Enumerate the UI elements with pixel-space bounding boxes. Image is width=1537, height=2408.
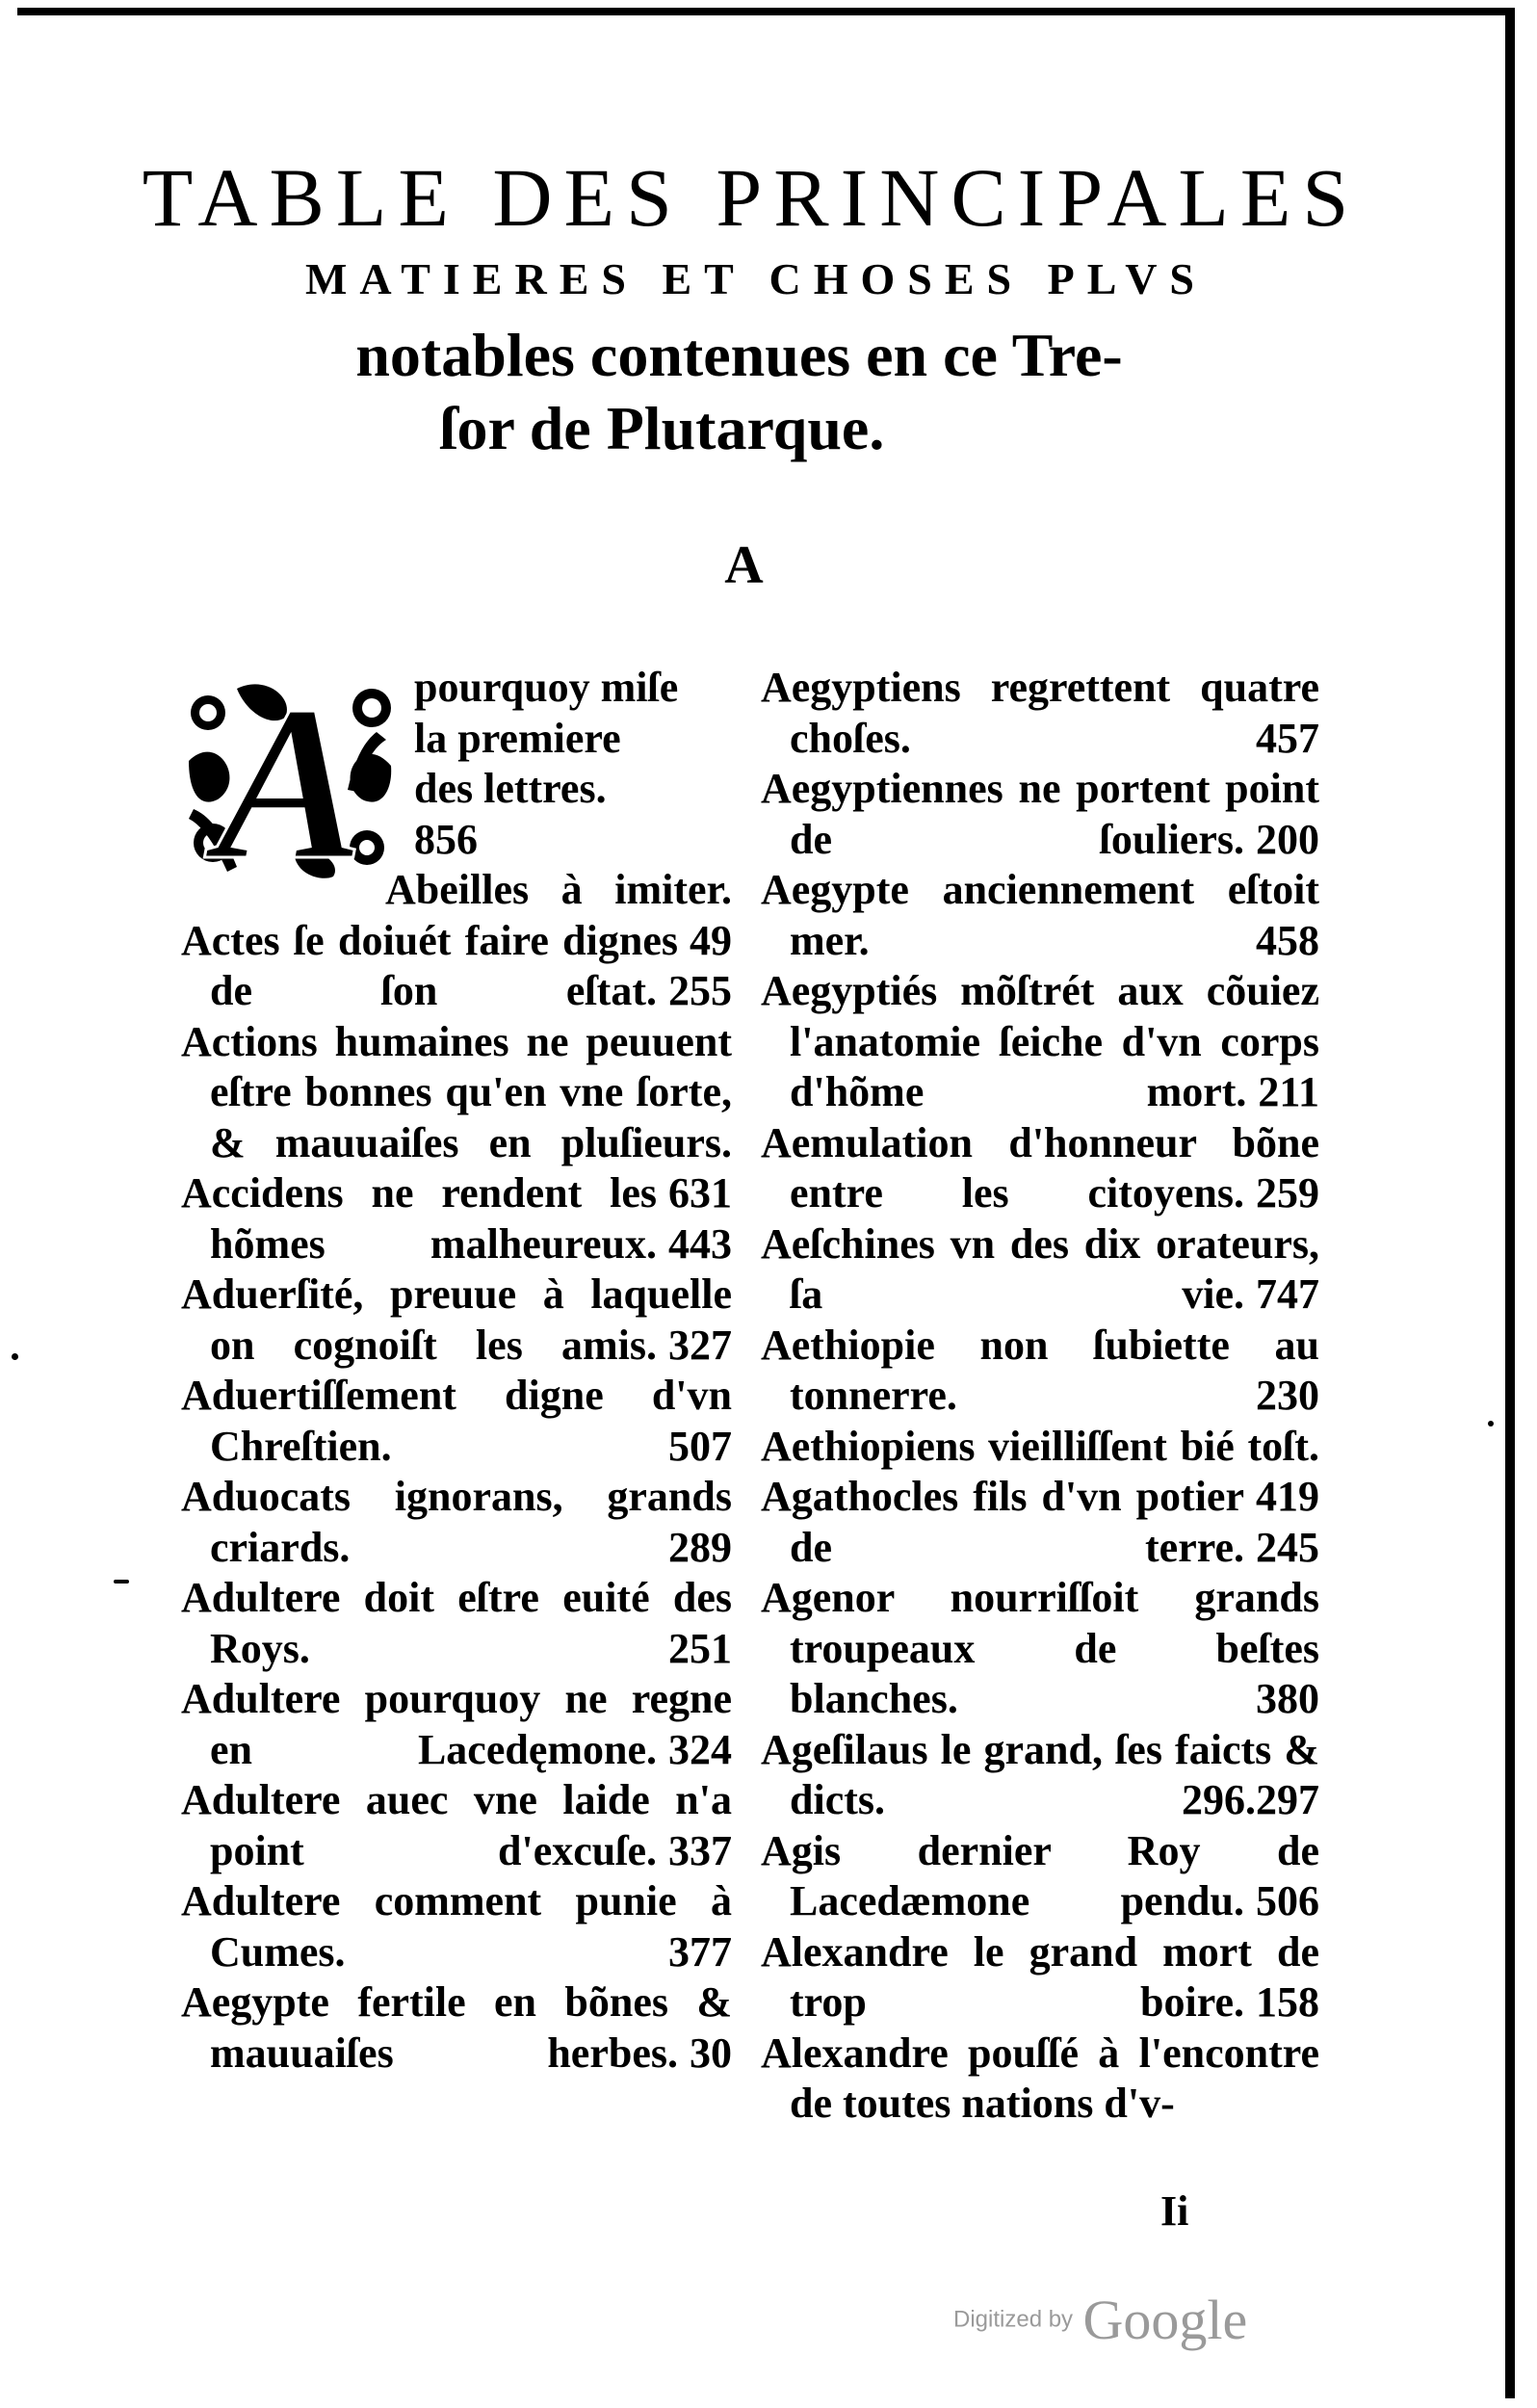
entry-text: Adultere auec vne laide n'a point d'excuſe.: [181, 1776, 732, 1874]
entry-text: Aethiopiens vieilliſſent bié toſt.: [761, 1422, 1319, 1470]
dropcap-letter: A: [216, 674, 364, 881]
page-number: 245: [1256, 1523, 1319, 1571]
digitized-watermark: [953, 2288, 1247, 2352]
index-entry: [761, 1219, 1319, 1321]
page-number: 289: [668, 1523, 732, 1571]
page-number: 443: [668, 1219, 732, 1268]
entry-text: Agathocles fils d'vn potier de terre.: [761, 1473, 1244, 1571]
page-number: 747: [1256, 1270, 1319, 1318]
entry-text: Aegyptiés mõſtrét aux cõuiez l'anatomie ſeiche d'vn corps d'hõme mort.: [761, 967, 1319, 1115]
title-line-2: MATIERES ET CHOSES PLVS: [305, 254, 1207, 303]
index-entry: [181, 1775, 732, 1876]
entry-text: Aeſchines vn des dix orateurs, ſa vie.: [761, 1219, 1319, 1318]
entry-text: Adultere comment punie à Cumes.: [181, 1877, 732, 1976]
page-number: 856: [414, 815, 478, 863]
entry-text: Aduerſité, preuue à laquelle on cognoiſt les amis.: [181, 1270, 732, 1369]
entry-text: Ageſilaus le grand, ſes faicts & dicts.: [761, 1725, 1319, 1823]
index-entry: [181, 1269, 732, 1371]
page-number: 327: [668, 1321, 732, 1369]
page-number: 380: [1256, 1675, 1319, 1722]
index-entry: [181, 1017, 732, 1217]
page-number: 259: [1256, 1169, 1319, 1217]
page-number: 211: [1258, 1068, 1319, 1115]
index-entry: [181, 1876, 732, 1977]
page-number: 30: [690, 2028, 732, 2077]
entry-text: Aegyptiennes ne portent point de ſouliers.: [761, 765, 1319, 863]
page-number: 457: [1256, 714, 1319, 762]
entry-text: Aegyptiens regrettent quatre choſes.: [761, 664, 1319, 762]
entry-line: pourquoy miſe: [414, 664, 679, 711]
index-entry: [181, 663, 732, 881]
watermark-prefix: Digitized by: [953, 2306, 1074, 2333]
index-entry: [181, 1168, 732, 1269]
title-line-3: notables contenues en ce Tre-: [355, 321, 1123, 389]
page-number: 507: [668, 1422, 732, 1470]
index-column-right: [761, 663, 1319, 2130]
title-line-4: ſor de Plutarque.: [439, 394, 885, 462]
page-number: 377: [668, 1927, 732, 1976]
scan-speck: [114, 1580, 129, 1584]
page-number: 200: [1256, 815, 1319, 863]
index-column-left: [181, 663, 732, 2079]
index-entry: [761, 865, 1319, 966]
index-entry: [761, 1725, 1319, 1826]
index-entry: [761, 1573, 1319, 1725]
index-entry: [761, 1321, 1319, 1422]
page-number: 458: [1256, 916, 1319, 964]
watermark-brand: Google: [1082, 2289, 1248, 2351]
entry-text: Abeilles à imiter.: [385, 866, 732, 913]
entry-line: la premiere: [414, 714, 621, 762]
entry-text: Aegypte anciennement eſtoit mer.: [761, 866, 1319, 964]
title-line-1: TABLE DES PRINCIPALES: [142, 151, 1361, 244]
ornamental-dropcap-icon: [179, 674, 401, 881]
index-entry: [761, 1927, 1319, 2028]
index-entry: [761, 764, 1319, 865]
page-number: 49: [690, 916, 732, 964]
index-entry: [761, 1472, 1319, 1573]
page-number: 296.297: [1182, 1776, 1319, 1823]
entry-text: Alexandre le grand mort de trop boire.: [761, 1927, 1319, 2026]
index-entry: [761, 1118, 1319, 1219]
scan-speck: [1488, 1421, 1494, 1426]
entry-text: Adultere pourquoy ne regne en Lacedęmone.: [181, 1675, 732, 1773]
entry-text: Adultere doit eſtre euité des Roys.: [181, 1574, 732, 1672]
entry-text: Aduocats ignorans, grands criards.: [181, 1473, 732, 1571]
page-number: 337: [668, 1826, 732, 1874]
index-entry: [761, 663, 1319, 764]
index-entry: [181, 1674, 732, 1775]
index-entry: [761, 1826, 1319, 1927]
index-entry: [761, 1422, 1319, 1520]
entry-text: Alexandre pouſſé à l'encontre de toutes nations d'v-: [761, 2028, 1319, 2127]
page-number: 251: [668, 1624, 732, 1672]
index-entry: [181, 1371, 732, 1472]
index-entry: [181, 916, 732, 1017]
index-entry: [181, 1977, 732, 2079]
entry-text: Agis dernier Roy de Lacedæmone pendu.: [761, 1826, 1319, 1924]
page-number: 506: [1256, 1877, 1319, 1924]
page-number: 158: [1256, 1978, 1319, 2026]
entry-text: Aethiopie non ſubiette au tonnerre.: [761, 1321, 1319, 1419]
entry-text: Aduertiſſement digne d'vn Chreſtien.: [181, 1372, 732, 1470]
index-entry: [761, 966, 1319, 1118]
entry-line: des lettres.: [414, 765, 607, 812]
scan-speck: [12, 1353, 18, 1360]
page-number: 324: [668, 1725, 732, 1773]
section-letter: A: [724, 536, 764, 595]
entry-text: Agenor nourriſſoit grands troupeaux de beſtes blanches.: [761, 1574, 1319, 1722]
entry-text: Accidens ne rendent les hõmes malheureux.: [181, 1169, 657, 1268]
entry-text: Aegypte fertile en bõnes & mauuaiſes herbes.: [181, 1978, 732, 2077]
signature-mark: Ii: [1160, 2187, 1189, 2235]
index-entry: [181, 1573, 732, 1674]
entry-text: Actions humaines ne peuuent eſtre bonnes qu'en vne ſorte, & mauuaiſes en pluſieurs.: [181, 1017, 732, 1166]
page-number: 631: [668, 1169, 732, 1217]
page-number: 255: [668, 967, 732, 1014]
entry-text: Aemulation d'honneur bõne entre les citoyens.: [761, 1118, 1319, 1217]
index-entry: [181, 1472, 732, 1573]
index-entry: [761, 2028, 1319, 2130]
page-number: 419: [1256, 1473, 1319, 1520]
page-number: 230: [1256, 1372, 1319, 1419]
entry-text: Actes ſe doiuét faire dignes de ſon eſtat.: [181, 916, 678, 1014]
